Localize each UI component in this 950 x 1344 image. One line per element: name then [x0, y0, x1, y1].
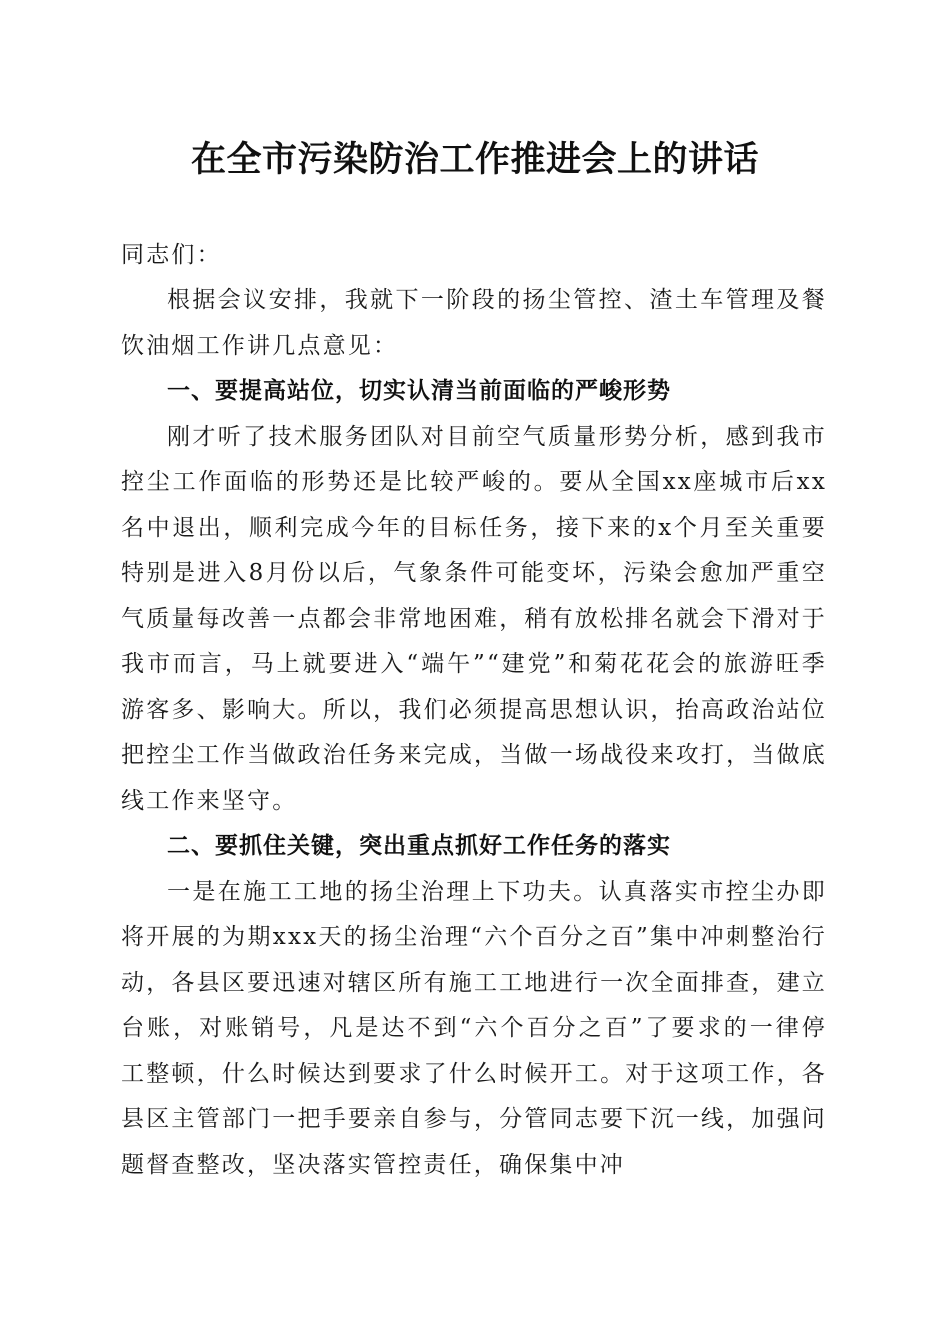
section-1-heading: 一、要提高站位，切实认清当前面临的严峻形势 — [167, 378, 671, 404]
section-1-paragraph: 刚才听了技术服务团队对目前空气质量形势分析，感到我市控尘工作面临的形势还是比较严峻的。要从全国xx座城市后xx名中退出，顺利完成今年的目标任务，接下来的x个月至关重要特别是进入8月份以后，气象条件可能变坏，污染会愈加严重空气质量每改善一点都会非常地困难，稍有放松排名就会下滑对于我市而言，马上就要进入“端午”“建党”和菊花花会的旅游旺季游客多、影响大。所以，我们必须提高思想认识，抬高政治站位把控尘工作当做政治任务来完成，当做一场战役来攻打，当做底线工作来坚守。 — [121, 423, 827, 814]
intro-paragraph: 根据会议安排，我就下一阶段的扬尘管控、渣土车管理及餐饮油烟工作讲几点意见： — [121, 287, 827, 359]
section-2-paragraph: 一是在施工工地的扬尘治理上下功夫。认真落实市控尘办即将开展的为期xxx天的扬尘治理“六个百分之百”集中冲刺整治行动，各县区要迅速对辖区所有施工工地进行一次全面排查，建立台账，对账销号，凡是达不到“六个百分之百”了要求的一律停工整顿，什么时候达到要求了什么时候开工。对于这项工作，各县区主管部门一把手要亲自参与，分管同志要下沉一线，加强问题督查整改，坚决落实管控责任，确保集中冲 — [121, 878, 827, 1178]
document-title: 在全市污染防治工作推进会上的讲话 — [190, 139, 759, 180]
document-body — [121, 278, 827, 1188]
section-2-heading: 二、要抓住关键，突出重点抓好工作任务的落实 — [167, 833, 671, 859]
salutation: 同志们： — [121, 242, 222, 268]
